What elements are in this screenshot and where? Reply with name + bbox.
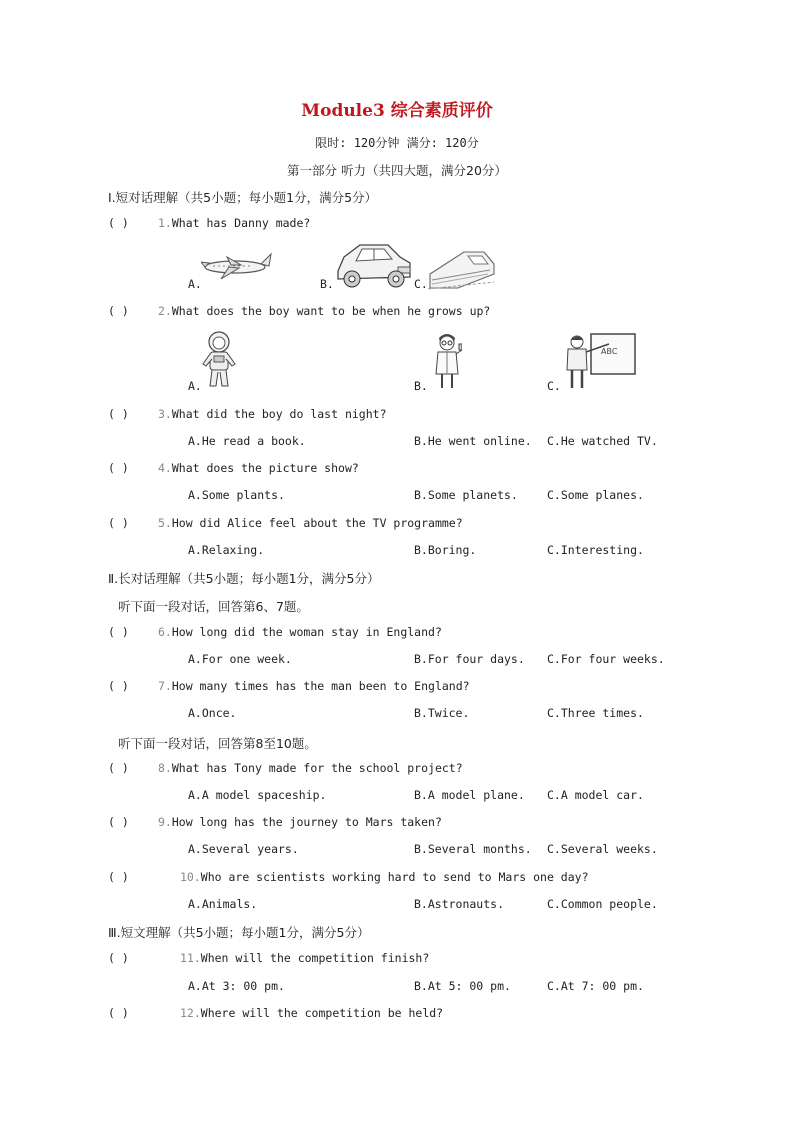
option-b: B.A model plane. bbox=[414, 788, 525, 802]
board-text: ABC bbox=[601, 347, 618, 356]
option-a: A.Some plants. bbox=[188, 488, 285, 502]
question-11: ( ) 11.When will the competition finish? bbox=[108, 951, 430, 965]
option-c-label: C. bbox=[547, 379, 561, 393]
part-heading: 第一部分 听力（共四大题，满分20分） bbox=[287, 163, 507, 178]
option-c: C.Common people. bbox=[547, 897, 658, 911]
option-a-label: A. bbox=[188, 379, 202, 393]
option-c: C.Several weeks. bbox=[547, 842, 658, 856]
answer-blank[interactable]: ( ) bbox=[108, 679, 129, 693]
option-a: A.Once. bbox=[188, 706, 237, 720]
question-3: ( ) 3.What did the boy do last night? bbox=[108, 407, 387, 421]
option-b: B.He went online. bbox=[414, 434, 532, 448]
answer-blank[interactable]: ( ) bbox=[108, 870, 129, 884]
option-c: C.For four weeks. bbox=[547, 652, 665, 666]
answer-blank[interactable]: ( ) bbox=[108, 216, 129, 230]
option-b-label: B. bbox=[414, 379, 428, 393]
answer-blank[interactable]: ( ) bbox=[108, 516, 129, 530]
option-b: B.Several months. bbox=[414, 842, 532, 856]
option-b: B.At 5: 00 pm. bbox=[414, 979, 511, 993]
question-5: ( ) 5.How did Alice feel about the TV programme? bbox=[108, 516, 463, 530]
option-a: A.Animals. bbox=[188, 897, 258, 911]
option-a: A.Several years. bbox=[188, 842, 299, 856]
teacher-icon bbox=[563, 330, 637, 390]
astronaut-icon bbox=[201, 330, 237, 390]
scientist-icon bbox=[432, 330, 462, 390]
option-c: C.Three times. bbox=[547, 706, 644, 720]
section-3-heading: Ⅲ.短文理解（共5小题；每小题1分，满分5分） bbox=[108, 925, 370, 940]
option-b: B.Boring. bbox=[414, 543, 477, 557]
answer-blank[interactable]: ( ) bbox=[108, 304, 129, 318]
instruction-6-7: 听下面一段对话，回答第6、7题。 bbox=[118, 599, 309, 614]
option-b: B.For four days. bbox=[414, 652, 525, 666]
answer-blank[interactable]: ( ) bbox=[108, 1006, 129, 1020]
question-4: ( ) 4.What does the picture show? bbox=[108, 461, 359, 475]
option-a: A.A model spaceship. bbox=[188, 788, 327, 802]
option-a: A.For one week. bbox=[188, 652, 292, 666]
option-c: C.He watched TV. bbox=[547, 434, 658, 448]
section-2-heading: Ⅱ.长对话理解（共5小题；每小题1分，满分5分） bbox=[108, 571, 380, 586]
exam-meta: 限时: 120分钟 满分: 120分 bbox=[315, 136, 479, 150]
option-b: B.Twice. bbox=[414, 706, 470, 720]
option-a: A.At 3: 00 pm. bbox=[188, 979, 285, 993]
question-2: ( ) 2.What does the boy want to be when he grows up? bbox=[108, 304, 491, 318]
option-a: A.Relaxing. bbox=[188, 543, 265, 557]
option-c: C.Some planes. bbox=[547, 488, 644, 502]
question-7: ( ) 7.How many times has the man been to England? bbox=[108, 679, 470, 693]
answer-blank[interactable]: ( ) bbox=[108, 461, 129, 475]
option-a: A.He read a book. bbox=[188, 434, 306, 448]
answer-blank[interactable]: ( ) bbox=[108, 761, 129, 775]
option-c: C.Interesting. bbox=[547, 543, 644, 557]
question-6: ( ) 6.How long did the woman stay in England? bbox=[108, 625, 442, 639]
option-b: B.Some planets. bbox=[414, 488, 518, 502]
answer-blank[interactable]: ( ) bbox=[108, 407, 129, 421]
answer-blank[interactable]: ( ) bbox=[108, 625, 129, 639]
option-c-label: C. bbox=[414, 277, 428, 291]
plane-icon bbox=[201, 250, 273, 280]
question-12: ( ) 12.Where will the competition be held? bbox=[108, 1006, 444, 1020]
question-8: ( ) 8.What has Tony made for the school project? bbox=[108, 761, 463, 775]
option-a-label: A. bbox=[188, 277, 202, 291]
train-icon bbox=[428, 244, 496, 290]
answer-blank[interactable]: ( ) bbox=[108, 815, 129, 829]
section-1-heading: Ⅰ.短对话理解（共5小题；每小题1分，满分5分） bbox=[108, 190, 378, 205]
question-10: ( ) 10.Who are scientists working hard to send to Mars one day? bbox=[108, 870, 589, 884]
option-c: C.A model car. bbox=[547, 788, 644, 802]
answer-blank[interactable]: ( ) bbox=[108, 951, 129, 965]
option-c: C.At 7: 00 pm. bbox=[547, 979, 644, 993]
question-1: ( ) 1.What has Danny made? bbox=[108, 216, 311, 230]
car-icon bbox=[334, 239, 414, 291]
option-b: B.Astronauts. bbox=[414, 897, 505, 911]
question-9: ( ) 9.How long has the journey to Mars taken? bbox=[108, 815, 442, 829]
option-b-label: B. bbox=[320, 277, 334, 291]
page-title: Module3 综合素质评价 bbox=[301, 101, 493, 121]
instruction-8-10: 听下面一段对话，回答第8至10题。 bbox=[118, 736, 317, 751]
